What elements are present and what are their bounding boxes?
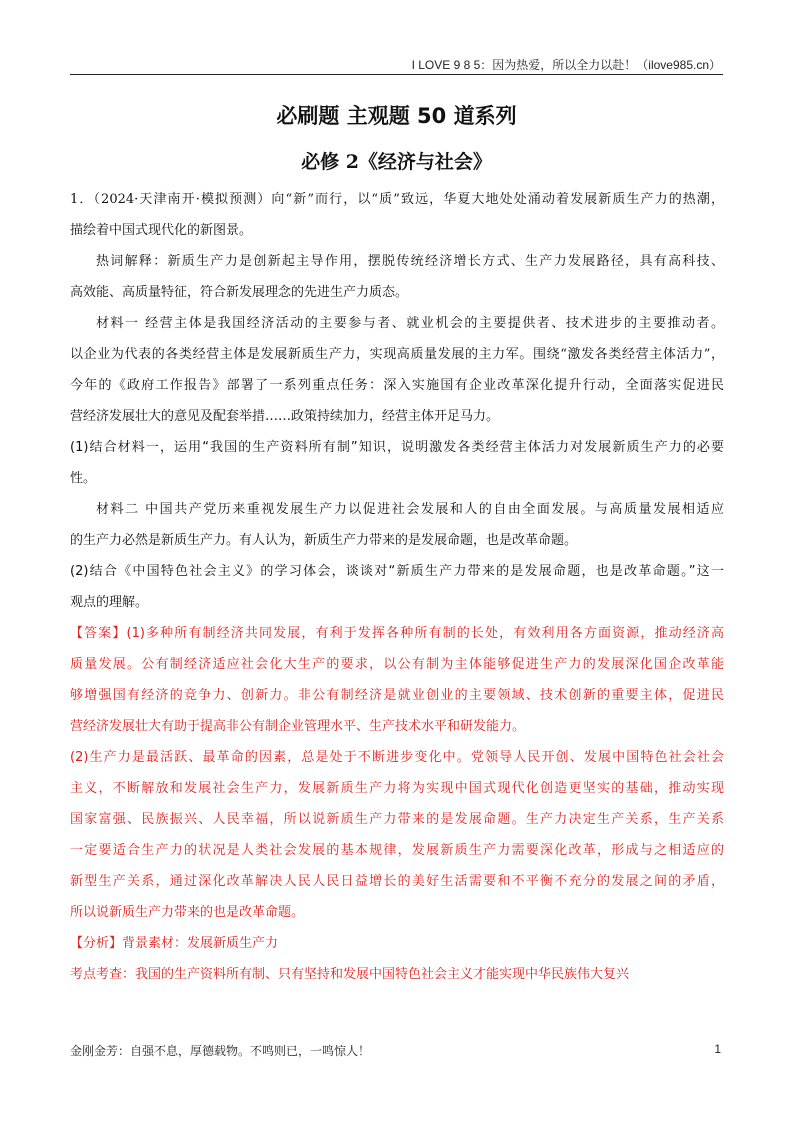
sub-question-two-line: 观点的理解。 (70, 595, 149, 610)
material-one-line: 营经济发展壮大的意见及配套举措……政策持续加力，经营主体开足马力。 (70, 409, 500, 424)
answer-line (70, 618, 724, 649)
material-two-line: 材料二 中国共产党历来重视发展生产力以促进社会发展和人的自由全面发展。与高质量发展相适应 (96, 502, 724, 517)
question-intro-line: 1．（2024·天津南开·模拟预测）向“新”而行，以“质”致远，华夏大地处处涌动着发展新质生产力的热潮， (70, 192, 724, 207)
answer-part2-line: 国家富强、民族振兴、人民幸福，所以说新质生产力带来的是发展命题。生产力决定生产关系，生产关系 (70, 812, 724, 827)
material-one-line: 材料一 经营主体是我国经济活动的主要参与者、就业机会的主要提供者、技术进步的主要推动者。 (96, 316, 724, 331)
material-one-line: 今年的《政府工作报告》部署了一系列重点任务：深入实施国有企业改革深化提升行动，全面落实促进民 (70, 378, 724, 393)
analysis-tag: 【分析】 (70, 936, 123, 951)
footer-motto: 金刚金芳：自强不息，厚德载物。不鸣则已，一鸣惊人！ (70, 1044, 371, 1058)
analysis-exam-points: 考点考查：我国的生产资料所有制、只有坚持和发展中国特色社会主义才能实现中华民族伟大复兴 (70, 967, 630, 982)
answer-part1-first: (1)多种所有制经济共同发展，有利于发挥各种所有制的长处，有效利用各方面资源，推动经济高 (126, 626, 724, 641)
hot-words-line: 高效能、高质量特征，符合新发展理念的先进生产力质态。 (70, 285, 409, 300)
answer-line: 营经济发展壮大有助于提高非公有制企业管理水平、生产技术水平和研发能力。 (70, 719, 526, 734)
sub-question-two-line: (2)结合《中国特色社会主义》的学习体会，谈谈对“新质生产力带来的是发展命题，也是改革命题。”这一 (70, 564, 724, 579)
question-intro-line: 描绘着中国式现代化的新图景。 (70, 223, 253, 238)
page-title: 必刷题 主观题 50 道系列 (276, 104, 517, 128)
answer-part2-line: (2)生产力是最活跃、最革命的因素，总是处于不断进步变化中。党领导人民开创、发展中国特色社会社会 (70, 750, 724, 765)
answer-tag: 【答案】 (70, 626, 127, 641)
answer-part2-line: 主义，不断解放和发展社会生产力，发展新质生产力将为实现中国式现代化创造更坚实的基础，推动实现 (70, 781, 724, 796)
page-subtitle: 必修 2《经济与社会》 (301, 151, 492, 173)
answer-part2-line: 新型生产关系，通过深化改革解决人民人民日益增长的美好生活需要和不平衡不充分的发展之间的矛盾， (70, 874, 724, 889)
material-one-line: 以企业为代表的各类经营主体是发展新质生产力，实现高质量发展的主力军。围绕“激发各类经营主体活力”， (70, 347, 724, 362)
answer-line: 够增强国有经济的竞争力、创新力。非公有制经济是就业创业的主要领域、技术创新的重要主体，促进民 (70, 688, 724, 703)
answer-part2-line: 一定要适合生产力的状况是人类社会发展的基本规律，发展新质生产力需要深化改革，形成与之相适应的 (70, 843, 724, 858)
analysis-line (70, 928, 724, 959)
sub-question-one-line: (1)结合材料一，运用“我国的生产资料所有制”知识，说明激发各类经营主体活力对发展新质生产力的必要 (70, 440, 724, 455)
answer-line: 质量发展。公有制经济适应社会化大生产的要求，以公有制为主体能够促进生产力的发展深化国企改革能 (70, 657, 724, 672)
answer-part2-line: 所以说新质生产力带来的也是改革命题。 (70, 905, 305, 920)
page-number: 1 (714, 1042, 721, 1056)
question-content (70, 184, 724, 990)
page-header: I LOVE 9 8 5：因为热爱，所以全力以赴！（ilove985.cn） (411, 58, 721, 72)
hot-words-line: 热词解释：新质生产力是创新起主导作用，摆脱传统经济增长方式、生产力发展路径，具有高科技、 (96, 254, 724, 269)
material-two-line: 的生产力必然是新质生产力。有人认为，新质生产力带来的是发展命题，也是改革命题。 (70, 533, 578, 548)
header-divider (70, 74, 723, 75)
analysis-background: 背景素材：发展新质生产力 (122, 936, 279, 951)
sub-question-one-line: 性。 (70, 471, 97, 486)
